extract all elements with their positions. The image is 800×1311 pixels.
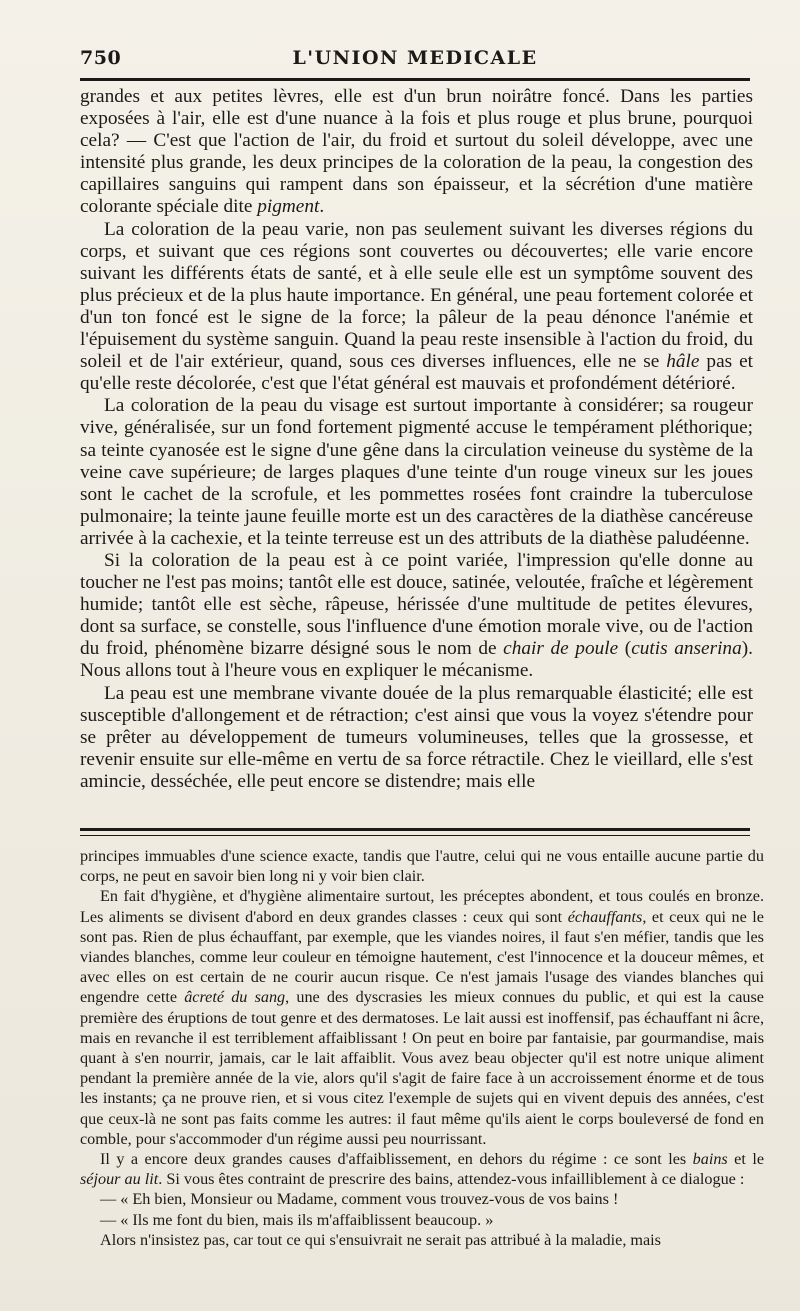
header-rule [80, 78, 750, 81]
feuilleton-rule-thin [80, 835, 750, 836]
paragraph: La coloration de la peau du visage est surtout importante à considérer; sa rougeur vive, généralisée, sur un fond fortement pigmenté accuse le tempérament pléthorique; sa teinte cyanosée est le signe d'une gêne dans la circulation veineuse du système de la veine cave supérieure; de larges plaques d'une teinte d'un rouge vineux sur les joues sont le cachet de la scrofule, et les pommettes rosées font craindre la tuberculose pulmonaire; la teinte jaune feuille morte est un des caractères de la diathèse cancéreuse arrivée à la cachexie, et la teinte terreuse est un des attributs de la diathèse paludéenne. [80, 395, 753, 549]
paragraph: La peau est une membrane vivante douée de la plus remarquable élasticité; elle est susceptible d'allongement et de rétraction; c'est ainsi que vous la voyez s'étendre pour se prêter au développement de tumeurs volumineuses, telles que la grossesse, et revenir ensuite sur elle-même en vertu de sa force rétractile. Chez le vieillard, elle s'est amincie, desséchée, elle peut encore se distendre; mais elle [80, 682, 753, 792]
paragraph: Alors n'insistez pas, car tout ce qui s'ensuivrait ne serait pas attribué à la maladie, mais [100, 1230, 661, 1249]
page-number: 750 [80, 47, 122, 69]
page-header [80, 47, 750, 75]
journal-title: L'UNION MEDICALE [292, 47, 538, 69]
paragraph: grandes et aux petites lèvres, elle est d'un brun noirâtre foncé. Dans les parties exposées à l'air, elle est d'une nuance à la fois et plus rouge et plus brune, pourquoi cela? — C'est que l'action de l'air, du froid et surtout du soleil développe, avec une intensité plus grande, les deux principes de la coloration de la peau, la congestion des capillaires sanguins qui rampent dans son épaisseur, et la sécrétion d'une matière colorante spéciale dite pigment. [80, 86, 753, 218]
feuilleton-text [80, 846, 764, 1250]
paragraph: La coloration de la peau varie, non pas seulement suivant les diverses régions du corps, et suivant que ces régions sont couvertes ou découvertes; elle varie encore suivant les différents états de santé, et à elle seule elle est un symptôme souvent des plus précieux et de la plus haute importance. En général, une peau fortement colorée et d'un ton foncé est le signe de la force; la pâleur de la peau dénonce l'anémie et l'épuisement du système sanguin. Quand la peau reste insensible à l'action du froid, du soleil et de l'air extérieur, quand, sous ces diverses influences, elle ne se hâle pas et qu'elle reste décolorée, c'est que l'état général est mauvais et profondément détérioré. [80, 218, 754, 395]
paragraph: Si la coloration de la peau est à ce point variée, l'impression qu'elle donne au toucher ne l'est pas moins; tantôt elle est douce, satinée, veloutée, fraîche et légèrement humide; tantôt elle est sèche, râpeuse, hérissée d'une multitude de petites élevures, dont sa surface, se constelle, sous l'influence d'une émotion morale vive, ou de l'action du froid, phénomène bizarre désigné sous le nom de chair de poule (cutis anserina). Nous allons tout à l'heure vous en expliquer le mécanisme. [80, 549, 753, 682]
dialog-line: — « Ils me font du bien, mais ils m'affaiblissent beaucoup. » [100, 1210, 494, 1229]
main-text [80, 86, 753, 793]
paragraph: En fait d'hygiène, et d'hygiène alimentaire surtout, les préceptes abondent, et tous coulés en bronze. Les aliments se divisent d'abord en deux grandes classes : ceux qui sont échauffants, et ceux qui ne le sont pas. Rien de plus échauffant, par exemple, que les viandes noires, il faut s'en méfier, tandis que les viandes blanches, comme leur couleur en témoigne hautement, c'est l'innocence et la douceur mêmes, et avec elles on est certain de ne courir aucun risque. Ce n'est jamais l'usage des viandes blanches qui engendre cette âcreté du sang, une des dyscrasies les mieux connues du public, et qui est la cause première des éruptions de tout genre et des dermatoses. Le lait aussi est inoffensif, pas échauffant ni âcre, mais en revanche il est terriblement affaiblissant ! On peut en boire par fantaisie, par gourmandise, mais quant à s'en nourrir, jamais, car le lait affaiblit. Vous avez beau objecter qu'il est notre unique aliment pendant la première année de la vie, alors qu'il s'agit de faire face à un accroissement énorme et de tous les instants; ça ne prouve rien, et si vous citez l'exemple de sujets qui en vivent depuis des années, c'est que ceux-là ne sont pas faits comme les autres: il faut même qu'ils aient le corps bouleversé de fond en comble, pour s'accommoder d'un régime aussi peu nourrissant. [80, 887, 764, 1148]
paragraph: principes immuables d'une science exacte, tandis que l'autre, celui qui ne vous entaille aucune partie du corps, ne peut en savoir bien long ni y voir bien clair. [80, 847, 764, 886]
feuilleton-rule [80, 828, 750, 831]
dialog-line: — « Eh bien, Monsieur ou Madame, comment vous trouvez-vous de vos bains ! [100, 1190, 619, 1209]
paragraph: Il y a encore deux grandes causes d'affaiblissement, en dehors du régime : ce sont les bains et le séjour au lit. Si vous êtes contraint de prescrire des bains, attendez-vous infailliblement à ce dialogue : [80, 1150, 765, 1189]
